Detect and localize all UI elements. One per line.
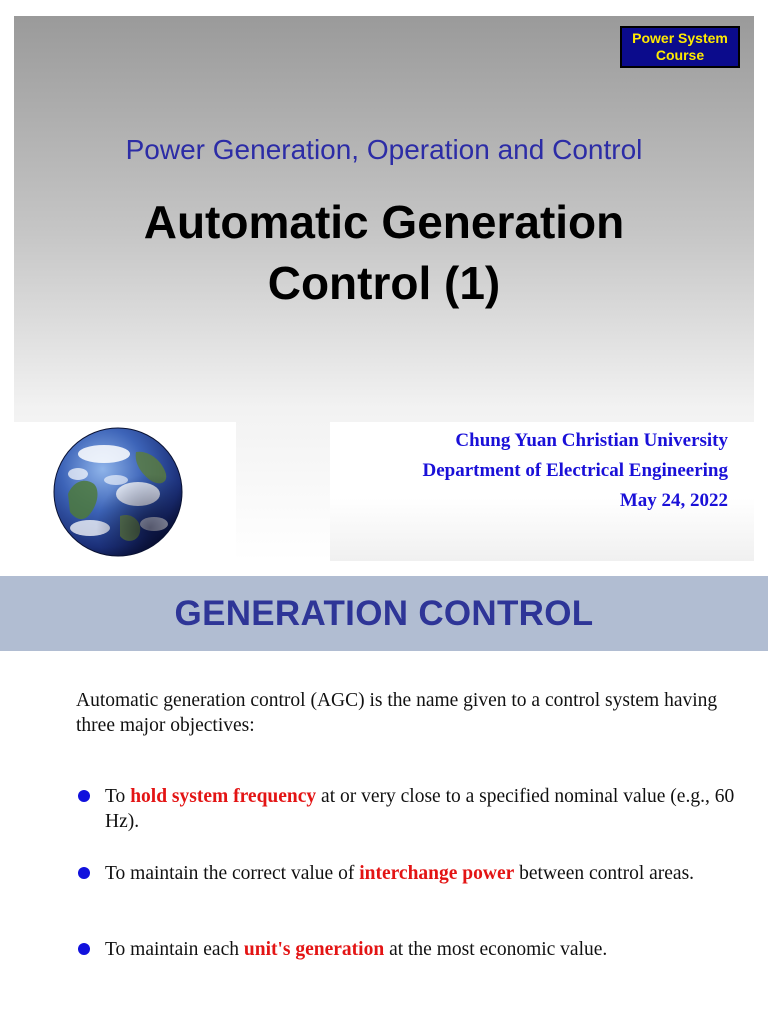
earth-globe-icon (50, 424, 186, 560)
list-item (76, 861, 736, 886)
institution-box (330, 422, 754, 561)
bullet-text-before: To (105, 786, 131, 807)
slide-title (14, 192, 754, 314)
bullet-text-before: To maintain each (105, 939, 244, 960)
bullet-dot-icon (78, 867, 90, 879)
department-name: Department of Electrical Engineering (422, 460, 728, 481)
slide2-heading-band (0, 576, 768, 651)
bullet-text-after: at or very close to a specified nominal value (e.g., 60 Hz). (105, 786, 735, 832)
university-name: Chung Yuan Christian University (455, 430, 728, 451)
bullet-dot-icon (78, 943, 90, 955)
title-line-1: Automatic Generation (143, 196, 625, 248)
slide-subtitle: Power Generation, Operation and Control (125, 134, 643, 165)
title-line-2: Control (1) (267, 257, 501, 309)
bullet-highlight: interchange power (359, 863, 515, 884)
badge-line-1: Power System (632, 30, 728, 46)
bullet-dot-icon (78, 790, 90, 802)
course-badge (620, 26, 740, 68)
bullet-text-after: between control areas. (514, 863, 695, 884)
presentation-date: May 24, 2022 (619, 490, 728, 511)
title-slide (14, 16, 754, 561)
list-item (76, 784, 736, 834)
list-item (76, 937, 736, 962)
globe-image (14, 422, 236, 561)
badge-line-2: Course (655, 47, 705, 63)
bullet-highlight: hold system frequency (130, 786, 317, 807)
intro-paragraph: Automatic generation control (AGC) is the name given to a control system having three major objectives: (76, 690, 718, 736)
bullet-text-before: To maintain the correct value of (105, 863, 360, 884)
bullet-text-after: at the most economic value. (384, 939, 608, 960)
slide2-heading: GENERATION CONTROL (174, 593, 594, 633)
bullet-highlight: unit's generation (243, 939, 385, 960)
